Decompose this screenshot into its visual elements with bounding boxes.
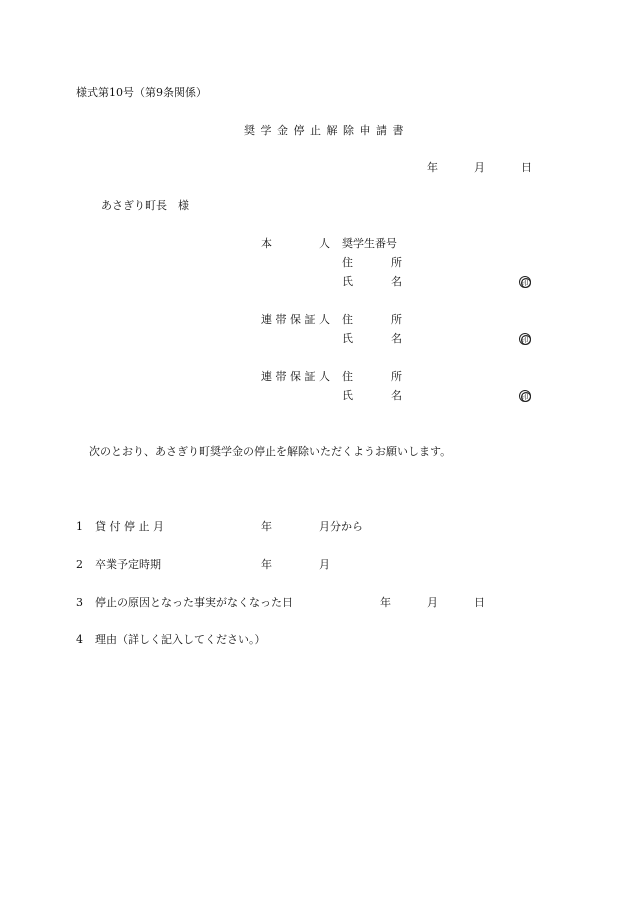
guarantor1-seal-icon: 印 (519, 333, 531, 345)
item-3-day-label: 日 (474, 596, 485, 609)
form-number: 様式第10号（第9条関係） (76, 86, 207, 99)
item-2-year-label: 年 (261, 558, 272, 571)
applicant-label-right: 人 (319, 237, 330, 250)
guarantor2-address-label-2: 所 (391, 370, 402, 383)
applicant-name-label-2: 名 (391, 275, 402, 288)
addressee: あさぎり町長 様 (101, 199, 189, 212)
student-number-label: 奨学生番号 (342, 237, 397, 250)
item-4-label: 理由（詳しく記入してください。） (95, 633, 266, 646)
guarantor1-name-label-2: 名 (391, 332, 402, 345)
item-3-month-label: 月 (427, 596, 438, 609)
guarantor2-name-label-1: 氏 (342, 389, 353, 402)
guarantor1-address-label-2: 所 (391, 313, 402, 326)
form-title: 奨 学 金 停 止 解 除 申 請 書 (244, 124, 405, 137)
applicant-label-left: 本 (261, 237, 272, 250)
guarantor1-label: 連 帯 保 証 人 (261, 313, 330, 326)
applicant-address-label-2: 所 (391, 256, 402, 269)
guarantor1-name-label-1: 氏 (342, 332, 353, 345)
applicant-name-label-1: 氏 (342, 275, 353, 288)
item-3-label: 停止の原因となった事実がなくなった日 (95, 596, 293, 609)
item-1-month-from-label: 月分から (319, 520, 363, 533)
item-3-year-label: 年 (380, 596, 391, 609)
item-2-number: 2 (76, 558, 83, 571)
item-2-label: 卒業予定時期 (95, 558, 161, 571)
date-day-label: 日 (521, 161, 532, 174)
item-2-month-label: 月 (319, 558, 330, 571)
guarantor2-address-label-1: 住 (342, 370, 353, 383)
item-1-number: 1 (76, 520, 83, 533)
guarantor2-label: 連 帯 保 証 人 (261, 370, 330, 383)
date-year-label: 年 (427, 161, 438, 174)
applicant-address-label-1: 住 (342, 256, 353, 269)
guarantor2-name-label-2: 名 (391, 389, 402, 402)
date-month-label: 月 (474, 161, 485, 174)
guarantor2-seal-icon: 印 (519, 390, 531, 402)
item-1-year-label: 年 (261, 520, 272, 533)
guarantor1-address-label-1: 住 (342, 313, 353, 326)
applicant-seal-icon: 印 (519, 276, 531, 288)
item-4-number: 4 (76, 633, 83, 646)
body-text: 次のとおり、あさぎり町奨学金の停止を解除いただくようお願いします。 (89, 445, 452, 458)
item-1-label: 貸 付 停 止 月 (95, 520, 164, 533)
item-3-number: 3 (76, 596, 83, 609)
